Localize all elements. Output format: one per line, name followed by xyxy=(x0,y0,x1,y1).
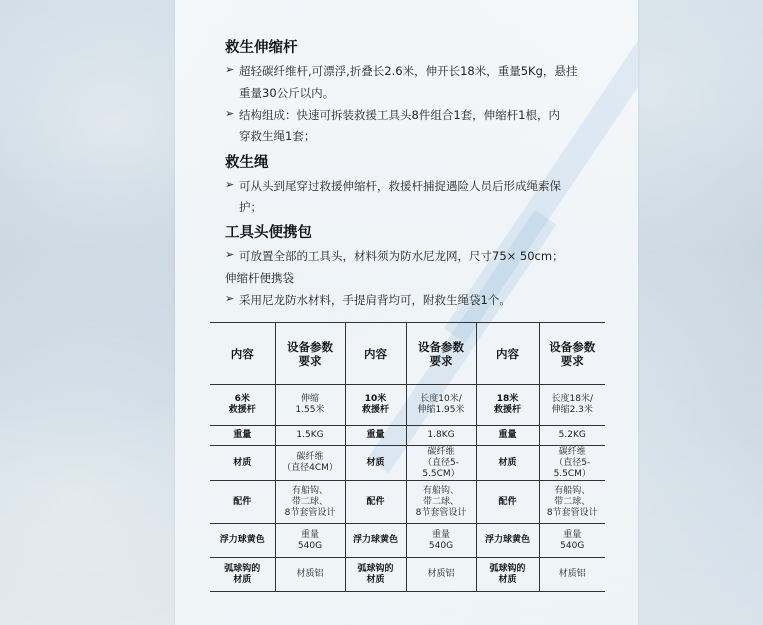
section-line: 可从头到尾穿过救援伸缩杆，救援杆捕捉遇险人员后形成绳索保 xyxy=(239,179,561,193)
header-text: 设备参数 xyxy=(549,339,596,354)
table-row xyxy=(210,426,605,446)
cell-text: 8节套管设计 xyxy=(546,507,598,518)
cell-text: 重量 xyxy=(366,430,385,440)
section-line: 伸缩杆便携袋 xyxy=(225,271,294,285)
cell-text: 伸缩 xyxy=(300,394,319,404)
cell-text: 配件 xyxy=(366,496,385,507)
cell-text: 带二球、 xyxy=(422,496,459,507)
table-header-cell xyxy=(476,323,539,385)
table-label-cell xyxy=(476,481,539,524)
table-value-cell xyxy=(406,558,476,592)
table-row xyxy=(210,524,605,558)
table-label-cell xyxy=(345,481,406,524)
table-value-cell xyxy=(406,385,476,426)
cell-text: 1.5KG xyxy=(296,430,324,440)
header-text: 要求 xyxy=(298,353,322,368)
table-header-row xyxy=(210,323,605,385)
header-text: 设备参数 xyxy=(287,339,333,354)
cell-text: 有船钩、 xyxy=(422,485,459,496)
cell-text: 带二球、 xyxy=(291,496,328,507)
cell-text: 伸缩1.95米 xyxy=(417,405,465,415)
cell-text: 弧球钩的 xyxy=(224,563,261,574)
table-label-cell xyxy=(210,446,275,481)
cell-text: 长度18米/ xyxy=(551,394,593,404)
cell-text: 材质 xyxy=(498,457,517,468)
cell-text: 5.2KG xyxy=(558,430,586,440)
cell-text: 重量 xyxy=(233,430,252,440)
cell-text: 碳纤维 xyxy=(296,452,324,462)
cell-text: 6米 xyxy=(234,394,250,404)
section-line: 护； xyxy=(239,200,262,214)
cell-text: 带二球、 xyxy=(554,496,591,507)
cell-text: 重量 xyxy=(431,529,450,540)
cell-text: 有船钩、 xyxy=(291,485,328,496)
cell-text: 浮力球黄色 xyxy=(352,535,398,545)
table-label-cell xyxy=(345,426,406,446)
table-label-cell xyxy=(476,426,539,446)
section-line: 超轻碳纤维杆,可漂浮,折叠长2.6米，伸开长18米，重量5Kg，悬挂 xyxy=(239,64,578,78)
table-label-cell xyxy=(210,558,275,592)
cell-text: 8节套管设计 xyxy=(415,507,467,518)
section-title-tool-bag: 工具头便携包 xyxy=(225,225,312,241)
cell-text: 5.5CM） xyxy=(553,468,591,479)
table-row xyxy=(210,481,605,524)
table-label-cell xyxy=(476,385,539,426)
section-line: 重量30公斤以内。 xyxy=(239,86,335,100)
table-label-cell xyxy=(345,524,406,558)
header-text: 要求 xyxy=(560,353,584,368)
cell-text: 救援杆 xyxy=(361,405,389,415)
cell-text: 材质铝 xyxy=(427,569,455,579)
cell-text: 浮力球黄色 xyxy=(219,535,265,545)
table-header-cell xyxy=(210,323,275,385)
table-value-cell xyxy=(275,426,345,446)
table-row xyxy=(210,446,605,481)
cell-text: 材质 xyxy=(366,457,385,468)
cell-text: 5.5CM） xyxy=(422,468,460,479)
table-label-cell xyxy=(210,524,275,558)
cell-text: 18米 xyxy=(496,394,519,404)
header-text: 要求 xyxy=(429,353,453,368)
table-value-cell xyxy=(275,446,345,481)
cell-text: 长度10米/ xyxy=(420,394,462,404)
table-value-cell xyxy=(539,446,605,481)
cell-text: 10米 xyxy=(364,394,387,404)
table-label-cell xyxy=(210,426,275,446)
table-row xyxy=(210,385,605,426)
table-value-cell xyxy=(406,446,476,481)
section-line: 采用尼龙防水材料，手提肩背均可，附救生绳袋1个。 xyxy=(239,293,511,307)
table-row xyxy=(210,558,605,592)
bullet-arrow-icon: ➢ xyxy=(225,63,235,76)
table-value-cell xyxy=(406,481,476,524)
section-line: 穿救生绳1套； xyxy=(239,129,316,143)
table-label-cell xyxy=(476,524,539,558)
section-title-rescue-rope: 救生绳 xyxy=(225,155,269,171)
cell-text: 碳纤维 xyxy=(558,446,586,457)
table-value-cell xyxy=(539,385,605,426)
cell-text: 540G xyxy=(560,540,585,551)
table-value-cell xyxy=(406,426,476,446)
table-value-cell xyxy=(275,558,345,592)
cell-text: 有船钩、 xyxy=(554,485,591,496)
cell-text: 救援杆 xyxy=(493,405,521,415)
cell-text: 救援杆 xyxy=(228,405,256,415)
cell-text: （直径4CM） xyxy=(282,463,338,473)
table-value-cell xyxy=(406,524,476,558)
cell-text: 540G xyxy=(428,540,454,551)
cell-text: （直径5- xyxy=(423,457,459,468)
table-value-cell xyxy=(275,524,345,558)
header-text: 内容 xyxy=(364,346,387,361)
cell-text: 浮力球黄色 xyxy=(484,535,530,545)
cell-text: 1.55米 xyxy=(295,405,325,415)
table-label-cell xyxy=(476,558,539,592)
table-label-cell xyxy=(345,446,406,481)
cell-text: 540G xyxy=(297,540,323,551)
cell-text: 重量 xyxy=(563,529,582,540)
table-header-cell xyxy=(406,323,476,385)
document-page xyxy=(175,0,638,625)
bullet-arrow-icon: ➢ xyxy=(225,292,235,305)
cell-text: 材质 xyxy=(233,574,252,585)
table-header-cell xyxy=(275,323,345,385)
cell-text: 配件 xyxy=(233,496,252,507)
bullet-arrow-icon: ➢ xyxy=(225,248,235,261)
cell-text: 重量 xyxy=(300,529,319,540)
table-label-cell xyxy=(476,446,539,481)
cell-text: 材质铝 xyxy=(296,569,324,579)
table-value-cell xyxy=(275,481,345,524)
bullet-arrow-icon: ➢ xyxy=(225,178,235,191)
header-text: 内容 xyxy=(496,346,519,361)
table-label-cell xyxy=(345,558,406,592)
cell-text: 碳纤维 xyxy=(427,446,455,457)
cell-text: （直径5- xyxy=(554,457,591,468)
cell-text: 弧球钩的 xyxy=(357,563,394,574)
section-line: 结构组成：快速可拆装救援工具头8件组合1套，伸缩杆1根，内 xyxy=(239,108,560,122)
table-label-cell xyxy=(210,481,275,524)
header-text: 设备参数 xyxy=(418,339,464,354)
cell-text: 伸缩2.3米 xyxy=(551,405,593,415)
bullet-arrow-icon: ➢ xyxy=(225,107,235,120)
table-value-cell xyxy=(539,481,605,524)
section-title-rescue-pole: 救生伸缩杆 xyxy=(225,40,298,56)
table-header-cell xyxy=(539,323,605,385)
table-value-cell xyxy=(275,385,345,426)
cell-text: 材质铝 xyxy=(558,569,586,579)
cell-text: 材质 xyxy=(498,574,517,585)
cell-text: 配件 xyxy=(498,496,517,507)
table-label-cell xyxy=(345,385,406,426)
cell-text: 1.8KG xyxy=(427,430,455,440)
spec-table xyxy=(210,322,605,592)
cell-text: 8节套管设计 xyxy=(284,507,336,518)
table-value-cell xyxy=(539,524,605,558)
cell-text: 重量 xyxy=(498,430,517,440)
table-value-cell xyxy=(539,426,605,446)
table-value-cell xyxy=(539,558,605,592)
header-text: 内容 xyxy=(230,346,254,361)
cell-text: 弧球钩的 xyxy=(489,563,526,574)
table-header-cell xyxy=(345,323,406,385)
section-line: 可放置全部的工具头，材料须为防水尼龙网，尺寸75× 50cm； xyxy=(239,249,564,263)
table-label-cell xyxy=(210,385,275,426)
cell-text: 材质 xyxy=(233,457,252,468)
cell-text: 材质 xyxy=(366,574,385,585)
